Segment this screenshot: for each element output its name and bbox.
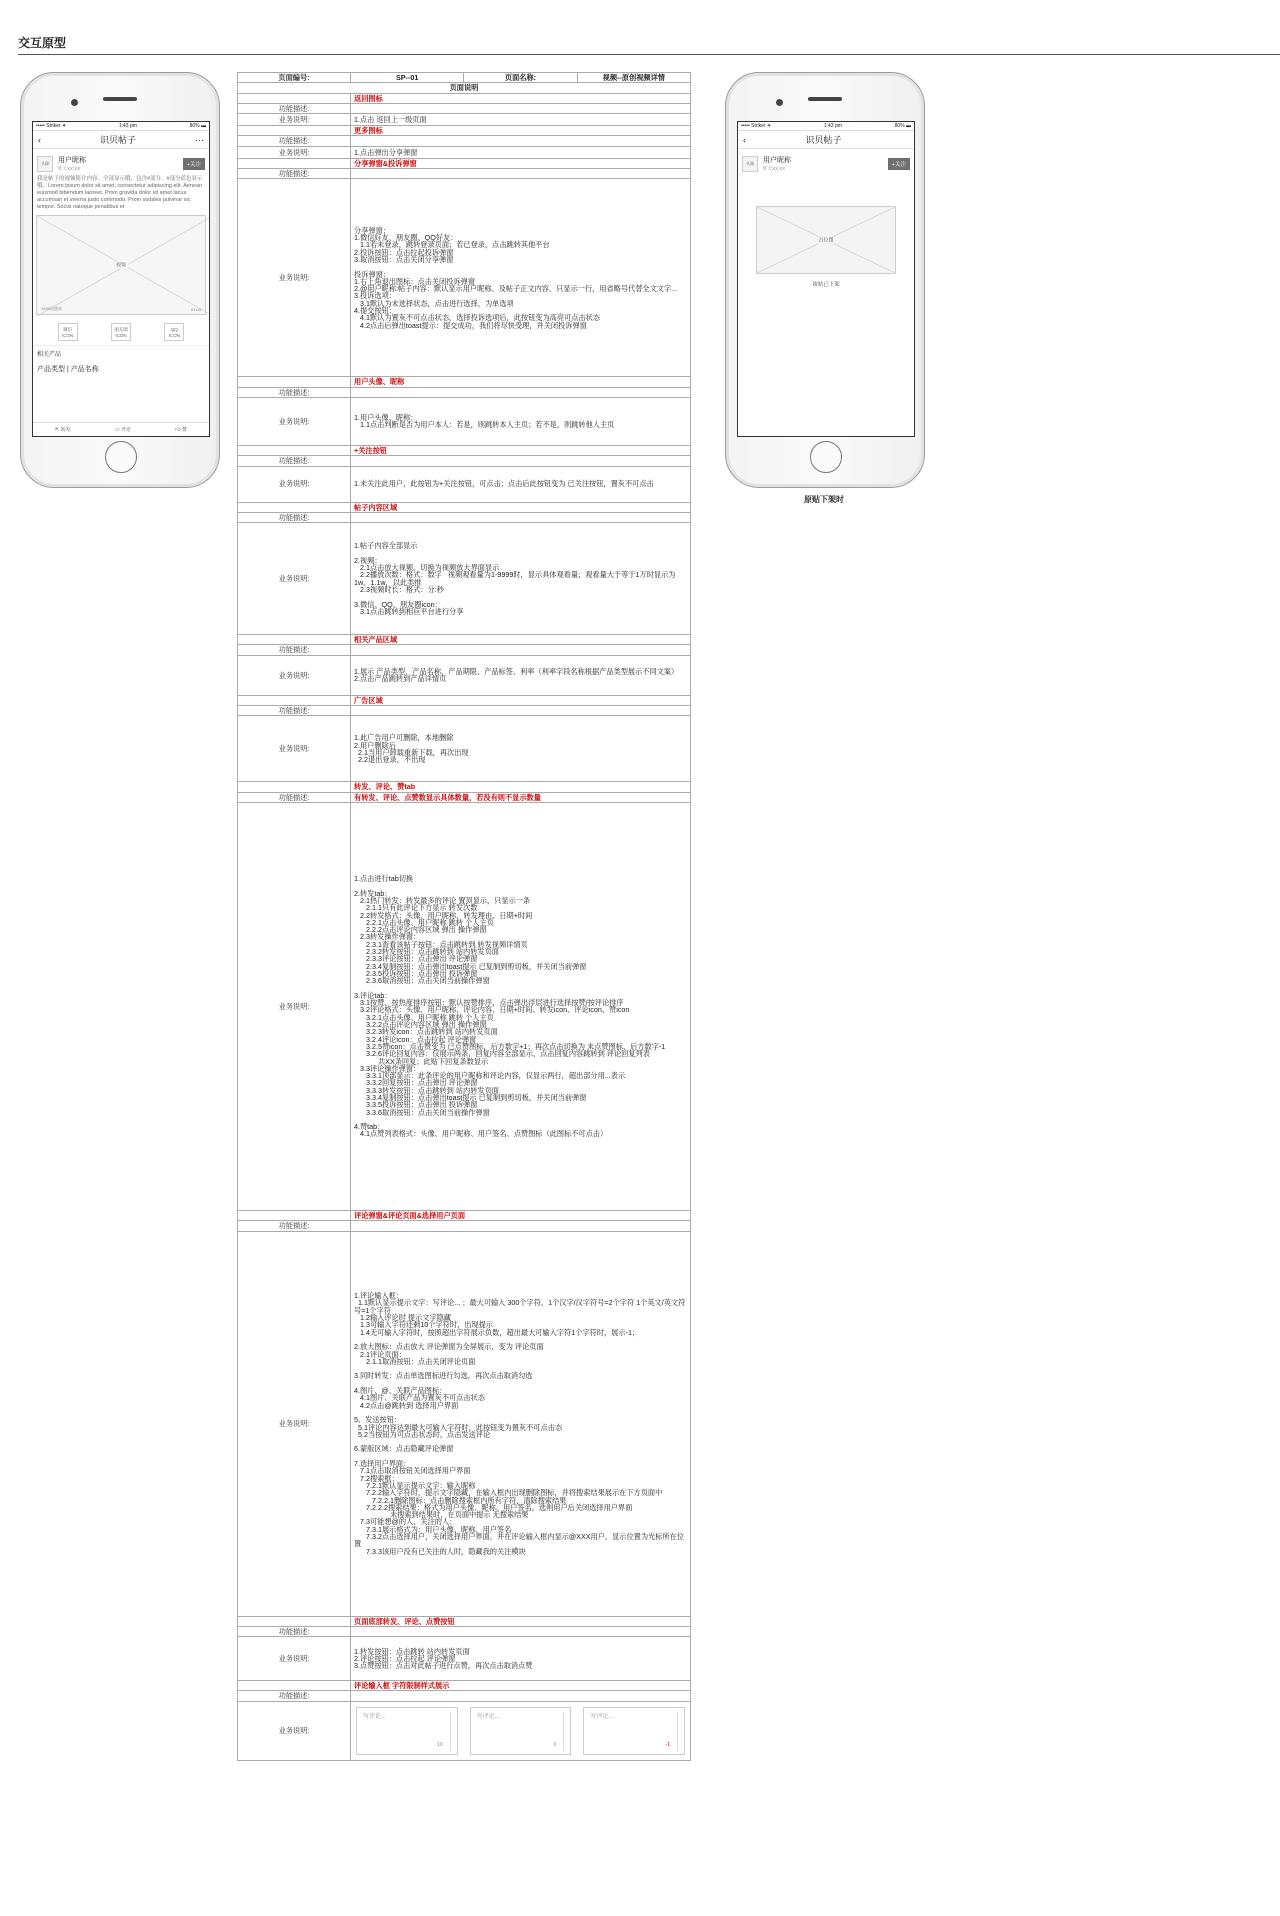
carrier: ••••• Striker ✦: [741, 123, 772, 129]
share-label: 微信: [63, 327, 73, 332]
biz-desc: 1.用户头像、昵称： 1.1点击判断是否为用户本人：若是，则跳转本人主页；若不是，则跳转他人主页: [351, 397, 691, 445]
play-count: 9496次播放: [41, 306, 62, 311]
status-time: 1:43 pm: [823, 123, 842, 129]
share-sub: ICON: [115, 333, 127, 338]
battery: 80% ▬: [894, 123, 911, 129]
moments-icon[interactable]: [111, 323, 131, 341]
biz-desc: 1.此广告用户可删除，本地删除 2.用户删除后 2.1当用户卸载重新下载，再次出现 2.2退出登录，不出现: [351, 716, 691, 782]
page-no-label: 页面编号:: [238, 73, 351, 83]
post-text: 我是帖子的视频简介内容。全部显示哦，包含#部分。#部分蓝色显示哦。Lorem ipsum dolor sit amet, consectetur adipiscing elit. Aenean euismod bibendum laoreet. Proin gravida dolor sit amet lacus accumsan et viverra justo commodo. Proin sodales pulvinar sic tempor. Sociis natoque penatibus et: [37, 176, 203, 210]
comment-input-sample[interactable]: [583, 1707, 685, 1755]
func-label: 功能描述:: [238, 169, 351, 179]
image-label: 占位图: [818, 237, 834, 244]
section-title: 帖子内容区域: [351, 502, 691, 512]
like-button[interactable]: 👍︎ 赞: [175, 427, 187, 433]
section-title-row: [238, 635, 691, 645]
biz-label: 业务说明:: [238, 1701, 351, 1760]
section-title: 相关产品区域: [351, 635, 691, 645]
battery: 80% ▬: [189, 123, 206, 129]
share-sub: ICON: [62, 333, 74, 338]
status-time: 1:43 pm: [118, 123, 137, 129]
post-time: 昨天XX:XX: [763, 166, 786, 171]
related-products-title: 相关产品: [33, 345, 209, 361]
video-player[interactable]: [36, 215, 206, 315]
page-no: SP--01: [351, 73, 464, 83]
biz-label: 业务说明:: [238, 655, 351, 695]
section-title: 评论输入框 字符限制样式展示: [351, 1681, 691, 1691]
section-title-row: [238, 695, 691, 705]
forward-button[interactable]: ⇱ 转发: [55, 427, 71, 433]
share-label: 朋友圈: [114, 327, 128, 332]
section-title: 页面底部转发、评论、点赞按钮: [351, 1616, 691, 1626]
func-row: [238, 456, 691, 466]
bottom-action-bar: [33, 422, 209, 436]
camera-icon: [71, 99, 78, 106]
biz-row: [238, 1701, 691, 1760]
func-desc: [351, 1691, 691, 1701]
func-row: [238, 1221, 691, 1231]
section-title: 分享弹窗&投诉弹窗: [351, 158, 691, 168]
func-row: [238, 169, 691, 179]
phone-mockup-main: [20, 72, 220, 488]
section-blank: [238, 1681, 351, 1691]
biz-label: 业务说明:: [238, 179, 351, 377]
section-title: +关注按钮: [351, 445, 691, 455]
section-title: 用户头像、昵称: [351, 377, 691, 387]
home-button-icon: [105, 441, 137, 473]
back-icon[interactable]: ‹: [743, 134, 746, 145]
func-desc: [351, 1221, 691, 1231]
biz-label: 业务说明:: [238, 1637, 351, 1681]
share-sub: ICON: [168, 333, 180, 338]
func-desc: [351, 645, 691, 655]
section-title-row: [238, 158, 691, 168]
biz-desc: 1.评论输入框： 1.1默认显示提示文字：写评论... ；最大可输入 300个字符，1个汉字/汉字符号=2个字符 1个英文/英文符号=1个字符 1.2输入评论时 提示文字隐藏 1.3可输入字符还剩10个字符时，出现提示 1.4无可输入字符时，按照超出字符展示负数，超出最大可输入字符1个字符时，展示-1； 2.放大图标：点击放大 评论弹窗为全屏展示，变为 评论页面 2.1评论页面： 2.1.1取消按钮：点击关闭评论页面 3.同时转发：点击单选图标进行勾选，再次点击取消勾选 4.图片、@、关联产品图标： 4.1图片、关联产品为置灰不可点击状态 4.2点击@跳转到 选择用户界面 5、发送按钮： 5.1评论内容达到最大可输入字符时，此按钮变为置灰不可点击态 5.2当按钮为可点击状态时，点击发送评论 6.蒙版区域：点击隐藏评论弹窗 7.选择用户界面： 7.1点击取消按钮关闭选择用户界面 7.2搜索框： 7.2.1默认显示提示文字：输入昵称 7.2.2输入字符时，提示文字隐藏，在输入框内出现删除图标，并将搜索结果展示在下方页面中 7.2.2.1删除图标：点击删除搜索框内所有字符，清除搜索结果 7.2.2.2搜索结果：格式为用户头像、昵称、用户签名，选则用户后关闭选择用户界面 未搜索到结果时，在页面中提示 无搜索结果 7.3可能想@的人、关注的人： 7.3.1展示格式为：用户头像、昵称、用户签名 7.3.2点击选择用户，关闭选择用户界面，并在评论输入框内显示@XXX用户，显示位置为光标所在位置 7.3.3该用户没有已关注的人时，隐藏我的关注模块: [351, 1231, 691, 1616]
title-divider: [18, 54, 1280, 55]
carrier: ••••• Striker ✦: [36, 123, 67, 129]
page-name-label: 页面名称:: [464, 73, 577, 83]
status-bar: [738, 122, 914, 131]
comment-box-samples: [354, 1703, 687, 1759]
biz-row: [238, 1231, 691, 1616]
section-title-row: [238, 782, 691, 792]
biz-desc: 1.点击进行tab切换 2.转发tab： 2.1热门转发：转发最多的评论 置顶显示，只显示一条 2.1.1只有此评论下方显示 转发次数 2.2转发格式：头像、用户昵称、转发理由、日期+时间 2.2.1点击头像、用户昵称 跳转 个人主页 2.2.2点击评论内容区域 弹出 操作弹窗 2.3转发操作弹窗： 2.3.1查看该帖子按钮：点击跳转到 转发视频详情页 2.3.2转发按钮：点击跳转到 站内转发页面 2.3.3评论按钮：点击弹出 评论弹窗 2.3.4复制按钮：点击弹出toast提示 已复制到剪切板，并关闭当前弹窗 2.3.5投诉按钮：点击弹出 投诉弹窗 2.3.6取消按钮：点击关闭当前操作弹窗 3.评论tab： 3.1按赞、按热度排序按钮：默认按赞排序，点击弹出浮层进行选择按赞/按评论排序 3.2评论格式：头像、用户昵称、评论内容、日期+时间、转发icon、评论icon、赞icon 3.2.1点击头像、用户昵称 跳转 个人主页 3.2.2点击评论内容区域 弹出 操作弹窗 3.2.3转发icon：点击跳转到 站内转发页面 3.2.4评论icon：点击拉起 评论弹窗 3.2.5赞icon：点击赞变为 已点赞图标，后方数字+1；再次点击切换为 未点赞图标，后方数字-1 3.2.6评论回复内容：仅展示两条，回复内容全部显示，点击回复内容跳转到 评论回复列表 共XX条回复；此贴下回复条数显示 3.3评论操作弹窗： 3.3.1顶部显示：此条评论的用户昵称和评论内容，仅显示两行，超出部分用...表示 3.3.2回复按钮：点击弹出 评论弹窗 3.3.3转发按钮：点击跳转到 站内转发页面 3.3.4复制按钮：点击弹出toast提示 已复制到剪切板，并关闭当前弹窗 3.3.5投诉按钮：点击弹出 投诉弹窗 3.3.6取消按钮：点击关闭当前操作弹窗 4.赞tab： 4.1点赞列表格式：头像、用户昵称、用户签名、点赞图标（此图标不可点击）: [351, 802, 691, 1210]
user-header: [33, 149, 209, 176]
func-label: 功能描述:: [238, 645, 351, 655]
comment-label: 评论: [121, 427, 132, 433]
section-title-row: [238, 93, 691, 103]
removed-caption: 原贴下架时: [804, 495, 844, 504]
char-count: 0: [553, 1742, 557, 1749]
func-label: 功能描述:: [238, 103, 351, 113]
func-desc: [351, 136, 691, 146]
scrollbar[interactable]: [677, 1711, 681, 1751]
func-row: [238, 1691, 691, 1701]
page-desc-row: [238, 83, 691, 93]
biz-desc: 1.转发按钮：点击跳转 站内转发页面 2.评论按钮：点击拉起 评论弹窗 3.点赞按钮：点击对此帖子进行点赞，再次点击取消点赞: [351, 1637, 691, 1681]
post-time: 昨天XX:XX: [58, 166, 81, 171]
more-icon[interactable]: ···: [194, 134, 204, 145]
removed-notice: 该贴已下架: [812, 282, 840, 288]
section-title: 返回图标: [351, 93, 691, 103]
qq-icon[interactable]: [164, 323, 184, 341]
func-row: [238, 792, 691, 802]
func-label: 功能描述:: [238, 1691, 351, 1701]
func-desc: [351, 1626, 691, 1636]
section-title-row: [238, 1681, 691, 1691]
biz-label: 业务说明:: [238, 802, 351, 1210]
biz-row: [238, 466, 691, 502]
biz-row: [238, 802, 691, 1210]
follow-button[interactable]: +关注: [888, 158, 910, 170]
phone-screen: [737, 121, 915, 437]
section-blank: [238, 1616, 351, 1626]
page-desc-label: 页面说明: [238, 83, 691, 93]
biz-label: 业务说明:: [238, 146, 351, 158]
func-row: [238, 645, 691, 655]
section-title-row: [238, 445, 691, 455]
share-label: QQ: [170, 327, 178, 332]
biz-label: 业务说明:: [238, 523, 351, 635]
func-row: [238, 706, 691, 716]
biz-row: [238, 114, 691, 126]
biz-label: 业务说明:: [238, 466, 351, 502]
char-count: 10: [437, 1742, 443, 1749]
func-label: 功能描述:: [238, 792, 351, 802]
biz-desc: 分享弹窗： 1.微信好友、朋友圈、QQ好友： 1.1若未登录，跳转登录页面；若已登录，点击跳转其他平台 2.投诉按钮：点击拉起投诉弹窗 3.取消按钮：点击关闭分享弹窗 投诉弹窗： 1.右上角退出图标：点击关闭投诉弹窗 2.@用户昵称:帖子内容：默认显示用户昵称、及帖子正文内容，只显示一行，用省略号代替全文文字... 3.投诉选项： 3.1默认为未选择状态，点击进行选择，为单选项 4.提交按钮： 4.1默认为置灰不可点击状态，选择投诉选项后，此按钮变为高亮可点击状态 4.2点击后弹出toast提示：提交成功，我们将尽快受理，并关闭投诉弹窗: [351, 179, 691, 377]
biz-label: 业务说明:: [238, 397, 351, 445]
biz-label: 业务说明:: [238, 1231, 351, 1616]
product-item[interactable]: 产品类型 | 产品名称: [37, 366, 99, 373]
func-desc: [351, 103, 691, 113]
section-title-row: [238, 502, 691, 512]
section-blank: [238, 502, 351, 512]
nav-bar: [33, 131, 209, 149]
func-desc: 有转发、评论、点赞数显示具体数量，若没有则不显示数量: [351, 792, 691, 802]
section-blank: [238, 695, 351, 705]
biz-label: 业务说明:: [238, 114, 351, 126]
section-blank: [238, 158, 351, 168]
section-title: 更多图标: [351, 126, 691, 136]
speaker-icon: [103, 97, 137, 101]
user-header: [738, 149, 914, 176]
phone-screen: [32, 121, 210, 437]
func-label: 功能描述:: [238, 1626, 351, 1636]
func-label: 功能描述:: [238, 136, 351, 146]
wechat-icon[interactable]: [58, 323, 78, 341]
section-title-row: [238, 126, 691, 136]
comment-placeholder: 写评论...: [590, 1713, 614, 1720]
video-label: 视频: [115, 262, 127, 269]
placeholder-image: [756, 206, 896, 274]
biz-desc: 1.点击 返回上一级页面: [351, 114, 691, 126]
avatar[interactable]: 头像: [37, 156, 53, 172]
user-name[interactable]: 用户昵称: [763, 157, 791, 164]
nav-title: 识贝帖子: [805, 135, 842, 145]
section-title-row: [238, 1616, 691, 1626]
biz-desc: 1.点击弹出分享弹窗: [351, 146, 691, 158]
func-desc: [351, 387, 691, 397]
section-title-row: [238, 377, 691, 387]
func-desc: [351, 456, 691, 466]
section-title: 转发、评论、赞tab: [351, 782, 691, 792]
biz-desc: 1.帖子内容全部显示 2.视频： 2.1点击放大视频，切换为视频放大界面显示 2.2播放次数：格式：数字 视频观看量为1-9999时，显示具体观看量；观看量大于等于1万时显示为1w、1.1w，以此类推 2.3视频时长：格式：分:秒 3.微信、QQ、朋友圈icon： 3.1点击跳转到相应平台进行分享: [351, 523, 691, 635]
follow-button[interactable]: +关注: [183, 158, 205, 170]
section-title-row: [238, 1210, 691, 1220]
func-label: 功能描述:: [238, 387, 351, 397]
share-icons: [33, 315, 209, 345]
func-label: 功能描述:: [238, 456, 351, 466]
func-row: [238, 387, 691, 397]
avatar[interactable]: 头像: [742, 156, 758, 172]
spec-table: [237, 72, 691, 1761]
char-count: -1: [665, 1742, 671, 1749]
biz-row: [238, 523, 691, 635]
func-label: 功能描述:: [238, 512, 351, 522]
section-title: 广告区域: [351, 695, 691, 705]
section-title: 评论弹窗&评论页面&选择用户页面: [351, 1210, 691, 1220]
camera-icon: [776, 99, 783, 106]
func-desc: [351, 169, 691, 179]
section-blank: [238, 1210, 351, 1220]
status-bar: [33, 122, 209, 131]
comment-placeholder: 写评论...: [476, 1713, 500, 1720]
biz-desc: 1.未关注此用户，此按钮为+关注按钮，可点击；点击后此按钮变为 已关注按钮，置灰不可点击: [351, 466, 691, 502]
phone-mockup-removed: [725, 72, 925, 488]
comment-input-sample[interactable]: [470, 1707, 572, 1755]
section-blank: [238, 93, 351, 103]
biz-row: [238, 716, 691, 782]
comment-placeholder: 写评论...: [363, 1713, 387, 1720]
forward-label: 转发: [60, 427, 71, 433]
section-blank: [238, 635, 351, 645]
func-desc: [351, 706, 691, 716]
back-icon[interactable]: ‹: [38, 134, 41, 145]
func-label: 功能描述:: [238, 706, 351, 716]
nav-bar: [738, 131, 914, 149]
section-blank: [238, 782, 351, 792]
page-name: 视频--原创视频详情: [577, 73, 690, 83]
page-title: 交互原型: [18, 36, 67, 50]
home-button-icon: [810, 441, 842, 473]
like-label: 赞: [181, 427, 187, 433]
section-blank: [238, 126, 351, 136]
func-row: [238, 103, 691, 113]
comment-button[interactable]: ▭ 评论: [114, 427, 132, 433]
video-duration: 01:04: [190, 307, 201, 312]
speaker-icon: [808, 97, 842, 101]
biz-row: [238, 179, 691, 377]
section-blank: [238, 445, 351, 455]
func-row: [238, 1626, 691, 1636]
biz-row: [238, 1637, 691, 1681]
func-row: [238, 512, 691, 522]
biz-label: 业务说明:: [238, 716, 351, 782]
func-desc: [351, 512, 691, 522]
func-label: 功能描述:: [238, 1221, 351, 1231]
scrollbar[interactable]: [563, 1711, 567, 1751]
biz-row: [238, 146, 691, 158]
biz-desc: 1.展示 产品类型、产品名称、产品期限、产品标签、利率（利率字段名称根据产品类型展示不同文案） 2.点击产品跳转到产品详情页: [351, 655, 691, 695]
scrollbar[interactable]: [450, 1711, 454, 1751]
nav-title: 识贝帖子: [99, 135, 136, 145]
biz-desc: [351, 1701, 691, 1760]
section-blank: [238, 377, 351, 387]
biz-row: [238, 397, 691, 445]
biz-row: [238, 655, 691, 695]
spec-header-row: [238, 73, 691, 83]
func-row: [238, 136, 691, 146]
user-name[interactable]: 用户昵称: [58, 157, 86, 164]
comment-input-sample[interactable]: [356, 1707, 458, 1755]
